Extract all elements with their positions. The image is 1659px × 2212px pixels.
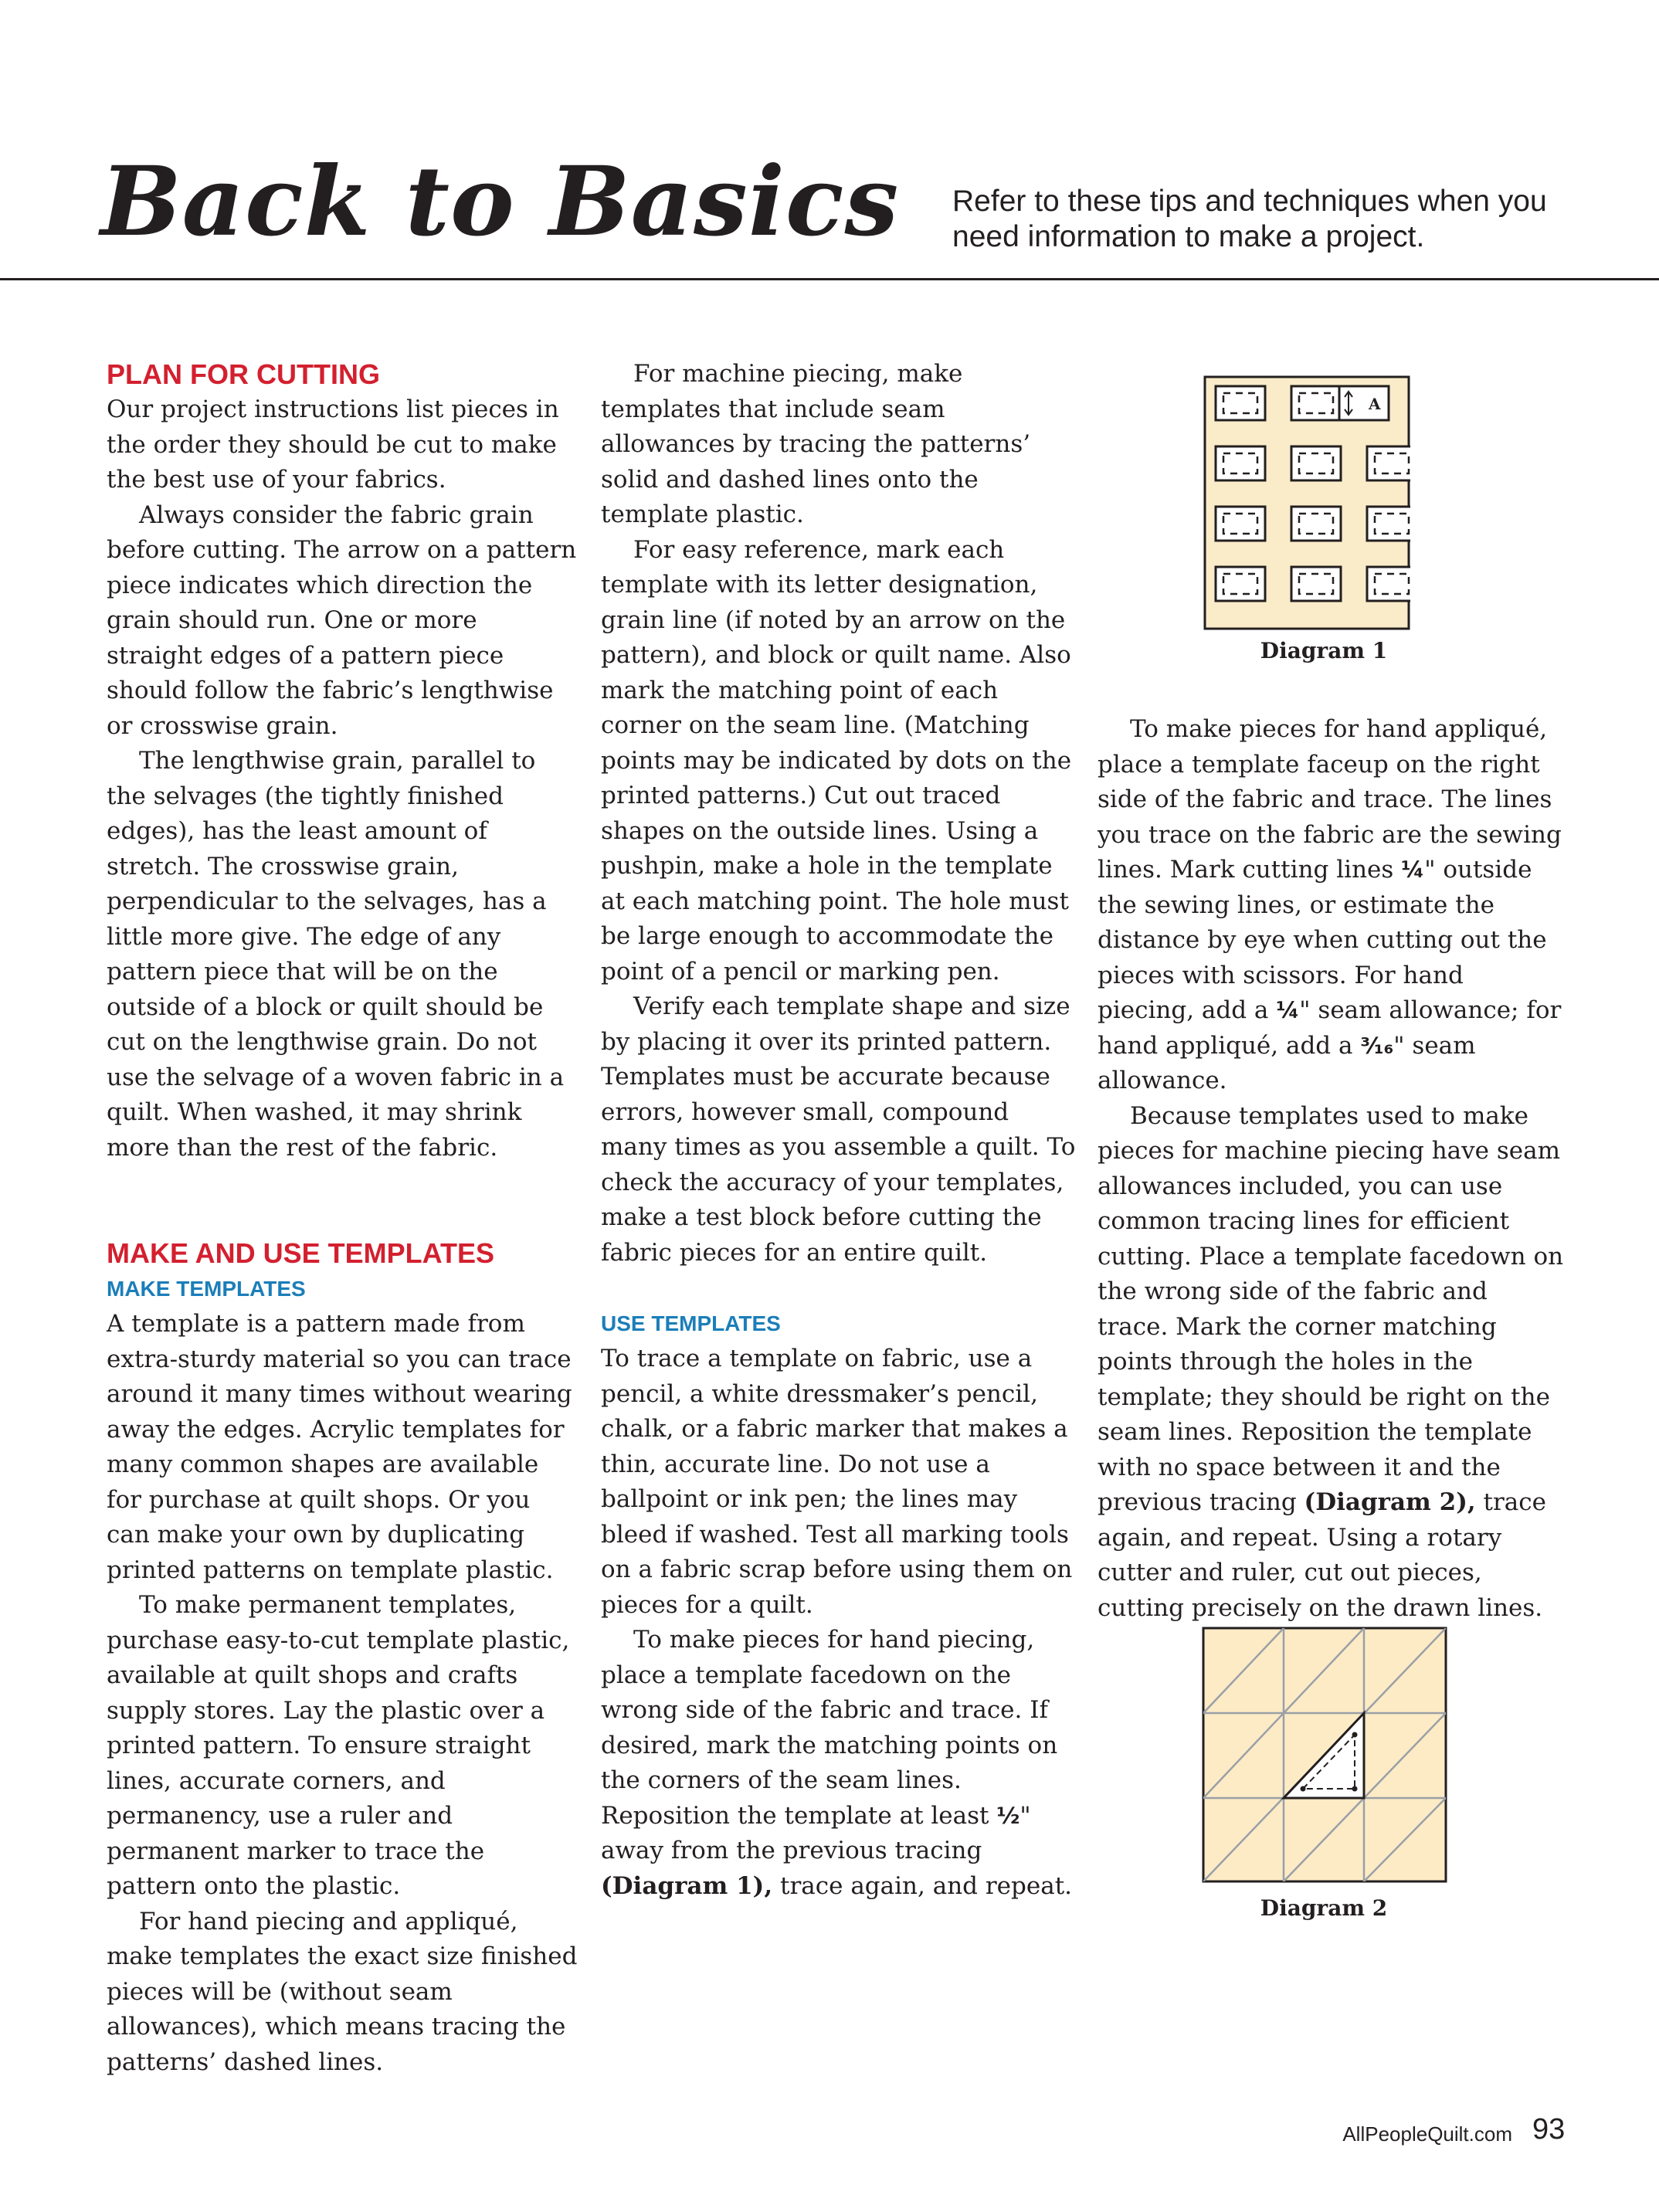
page-number: 93 — [1532, 2113, 1566, 2146]
diagram-1-figure — [1203, 375, 1410, 630]
template-a — [1339, 386, 1389, 420]
make-templates-paragraph-1: A template is a pattern made from extra-sturdy material so you can trace around it many times without wearing away the edges. Acrylic templates for many common shapes are available for purchase at quilt shops. Or you can make your own by duplicating printed patterns on template plastic. — [107, 1310, 572, 1584]
plan-paragraph-1: Our project instructions list pieces in the order they should be cut to make the best use of your fabrics. — [107, 395, 559, 494]
column-3 — [1098, 712, 1565, 1626]
footer-website: AllPeopleQuilt.com — [1342, 2122, 1512, 2146]
verify-template-paragraph: Verify each template shape and size by placing it over its printed pattern. Templates must be accurate because errors, however small, compound many times as you assemble a quilt. To check the accuracy of your templates, make a test block before cutting the fabric pieces for an entire quilt. — [601, 992, 1076, 1267]
diagram-1-caption: Diagram 1 — [1260, 638, 1388, 663]
mark-template-paragraph: For easy reference, mark each template with its letter designation, grain line (if noted by an arrow on the pattern), and block or quilt name. Also mark the matching point of each corner on the seam line. (Matching points may be indicated by dots on the printed patterns.) Cut out traced shapes on the outside lines. Using a pushpin, make a hole in the template at each matching point. The hole must be large enough to accommodate the point of a pencil or marking pen. — [601, 535, 1072, 986]
hand-applique-paragraph: To make pieces for hand appliqué, place a template faceup on the right side of the fabric and trace. The lines you trace on the fabric are the sewing lines. Mark cutting lines ¼" outside the sewing lines, or estimate the distance by eye when cutting out the pieces with scissors. For hand piecing, add a ¼" seam allowance; for hand appliqué, add a ³⁄₁₆" seam allowance. — [1098, 715, 1562, 1094]
use-templates-paragraph-1: To trace a template on fabric, use a pencil, a white dressmaker’s pencil, chalk, or a fabric marker that makes a thin, accurate line. Do not use a ballpoint or ink pen; the lines may bleed if washed. Test all marking tools on a fabric scrap before using them on pieces for a quilt. — [601, 1345, 1073, 1619]
header-rule — [0, 278, 1659, 280]
diagram-1-reference: (Diagram 1), — [601, 1871, 773, 1900]
make-templates-paragraph-3: For hand piecing and appliqué, make templates the exact size finished pieces will be (without seam allowances), which means tracing the patterns’ dashed lines. — [107, 1907, 578, 2076]
machine-templates-paragraph: Because templates used to make pieces for machine piecing have seam allowances included, you can use common tracing lines for efficient cutting. Place a template facedown on the wrong side of the fabric and trace. Mark the corner matching points through the holes in the template; they should be right on the seam lines. Reposition the template with no space between it and the previous tracing (Diagram 2), trace again, and repeat. Using a rotary cutter and ruler, cut out pieces, cutting precisely on the drawn lines. — [1098, 1101, 1564, 1622]
diagram-2-reference: (Diagram 2), — [1304, 1488, 1476, 1516]
make-templates-paragraph-2: To make permanent templates, purchase easy-to-cut template plastic, available at quilt shops and crafts supply stores. Lay the plastic over a printed pattern. To ensure straight lines, accurate corners, and permanency, use a ruler and permanent marker to trace the pattern onto the plastic. — [107, 1591, 570, 1900]
plan-for-cutting-heading: PLAN FOR CUTTING — [107, 358, 380, 390]
column-1 — [107, 357, 579, 2080]
use-templates-subheading: USE TEMPLATES — [601, 1311, 781, 1335]
template-letter: A — [1369, 395, 1381, 413]
diagram-2-caption: Diagram 2 — [1260, 1895, 1388, 1921]
use-templates-paragraph-2: To make pieces for hand piecing, place a template facedown on the wrong side of the fabric and trace. If desired, mark the matching points on the corners of the seam lines. Reposition the template at least ½" away from the previous tracing (Diagram 1), trace again, and repeat. — [601, 1626, 1073, 1900]
make-templates-subheading: MAKE TEMPLATES — [107, 1277, 306, 1301]
diagram-2-figure — [1202, 1627, 1447, 1883]
plan-paragraph-2: Always consider the fabric grain before cutting. The arrow on a pattern piece indicates which direction the grain should run. One or more straight edges of a pattern piece should follow the fabric’s lengthwise or crosswise grain. — [107, 500, 577, 740]
page-subtitle: Refer to these tips and techniques when you need information to make a project. — [952, 185, 1547, 253]
machine-piecing-paragraph: For machine piecing, make templates that include seam allowances by tracing the patterns’ solid and dashed lines onto the template plastic. — [601, 360, 1031, 528]
make-use-templates-heading: MAKE AND USE TEMPLATES — [107, 1237, 495, 1269]
column-2 — [601, 357, 1076, 1904]
page-title: Back to Basics — [100, 146, 900, 258]
plan-paragraph-3: The lengthwise grain, parallel to the selvages (the tightly finished edges), has the least amount of stretch. The crosswise grain, perpendicular to the selvages, has a little more give. The edge of any pattern piece that will be on the outside of a block or quilt should be cut on the lengthwise grain. Do not use the selvage of a woven fabric in a quilt. When washed, it may shrink more than the rest of the fabric. — [107, 747, 565, 1162]
traced-template-outline — [1367, 567, 1410, 601]
traced-template-outline — [1367, 507, 1410, 541]
traced-template-outline — [1367, 446, 1410, 480]
